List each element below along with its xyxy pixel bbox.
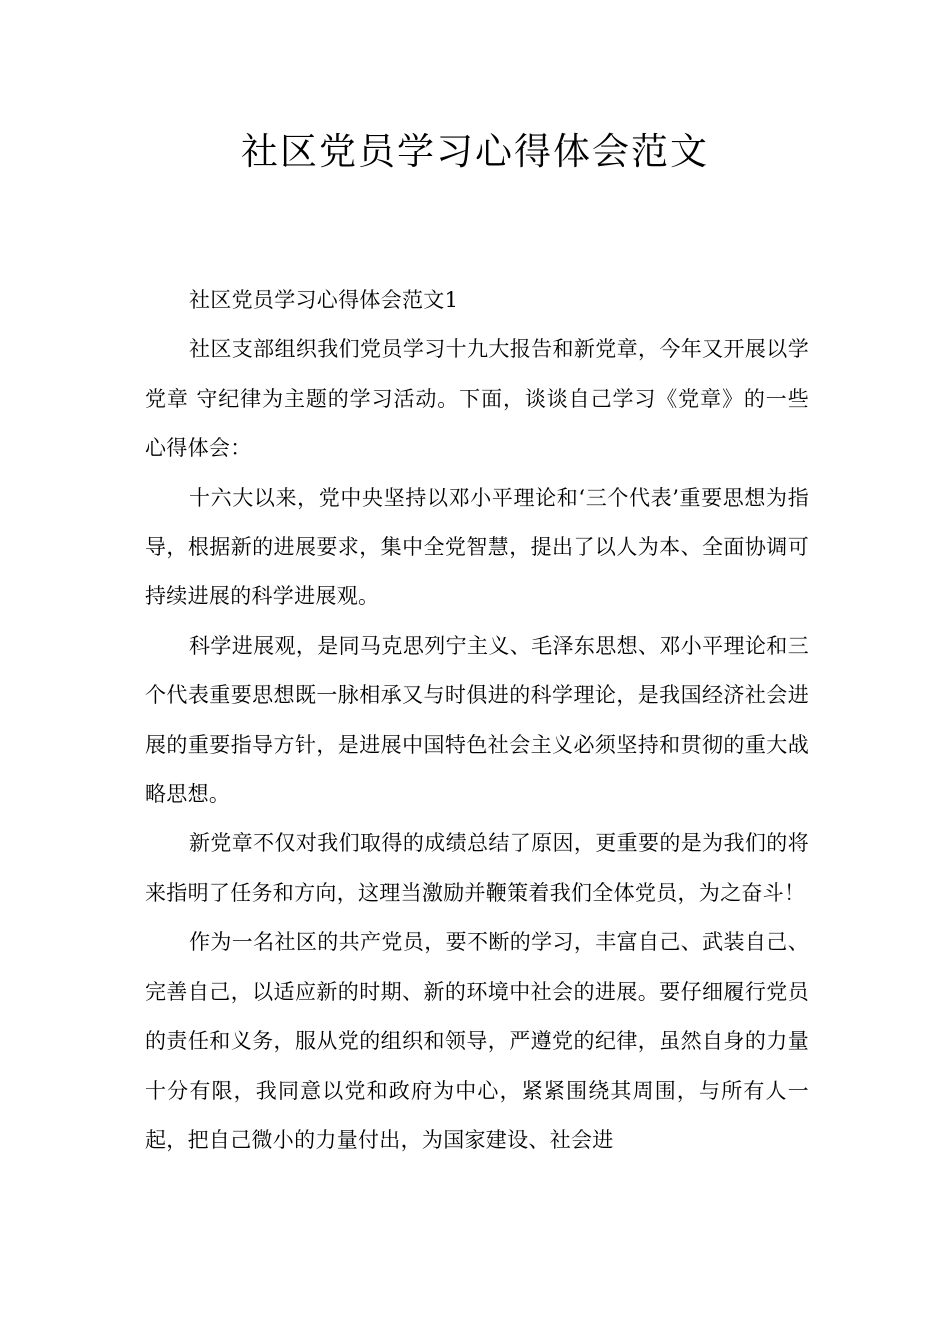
paragraph-subtitle: 社区党员学习心得体会范文1	[189, 288, 459, 312]
paragraph: 十六大以来，党中央坚持以邓小平理论和‘三个代表’重要思想为指导，根据新的进展要求，集中全党智慧，提出了以人为本、全面协调可持续进展的科学进展观。	[145, 485, 809, 609]
document-body	[145, 276, 809, 1165]
document-title: 社区党员学习心得体会范文	[241, 130, 709, 173]
paragraph: 社区支部组织我们党员学习十九大报告和新党章，今年又开展以学党章 守纪律为主题的学习活动。下面，谈谈自己学习《党章》的一些心得体会：	[145, 337, 809, 461]
paragraph: 新党章不仅对我们取得的成绩总结了原因，更重要的是为我们的将来指明了任务和方向，这理当激励并鞭策着我们全体党员，为之奋斗！	[145, 831, 809, 905]
paragraph: 科学进展观，是同马克思列宁主义、毛泽东思想、邓小平理论和三个代表重要思想既一脉相承又与时俱进的科学理论，是我国经济社会进展的重要指导方针，是进展中国特色社会主义必须坚持和贯彻的重大战略思想。	[145, 633, 809, 807]
paragraph: 作为一名社区的共产党员，要不断的学习，丰富自己、武装自己、完善自己，以适应新的时期、新的环境中社会的进展。要仔细履行党员的责任和义务，服从党的组织和领导，严遵党的纪律，虽然自身的力量十分有限，我同意以党和政府为中心，紧紧围绕其周围，与所有人一起，把自己微小的力量付出，为国家建设、社会进	[145, 930, 809, 1152]
